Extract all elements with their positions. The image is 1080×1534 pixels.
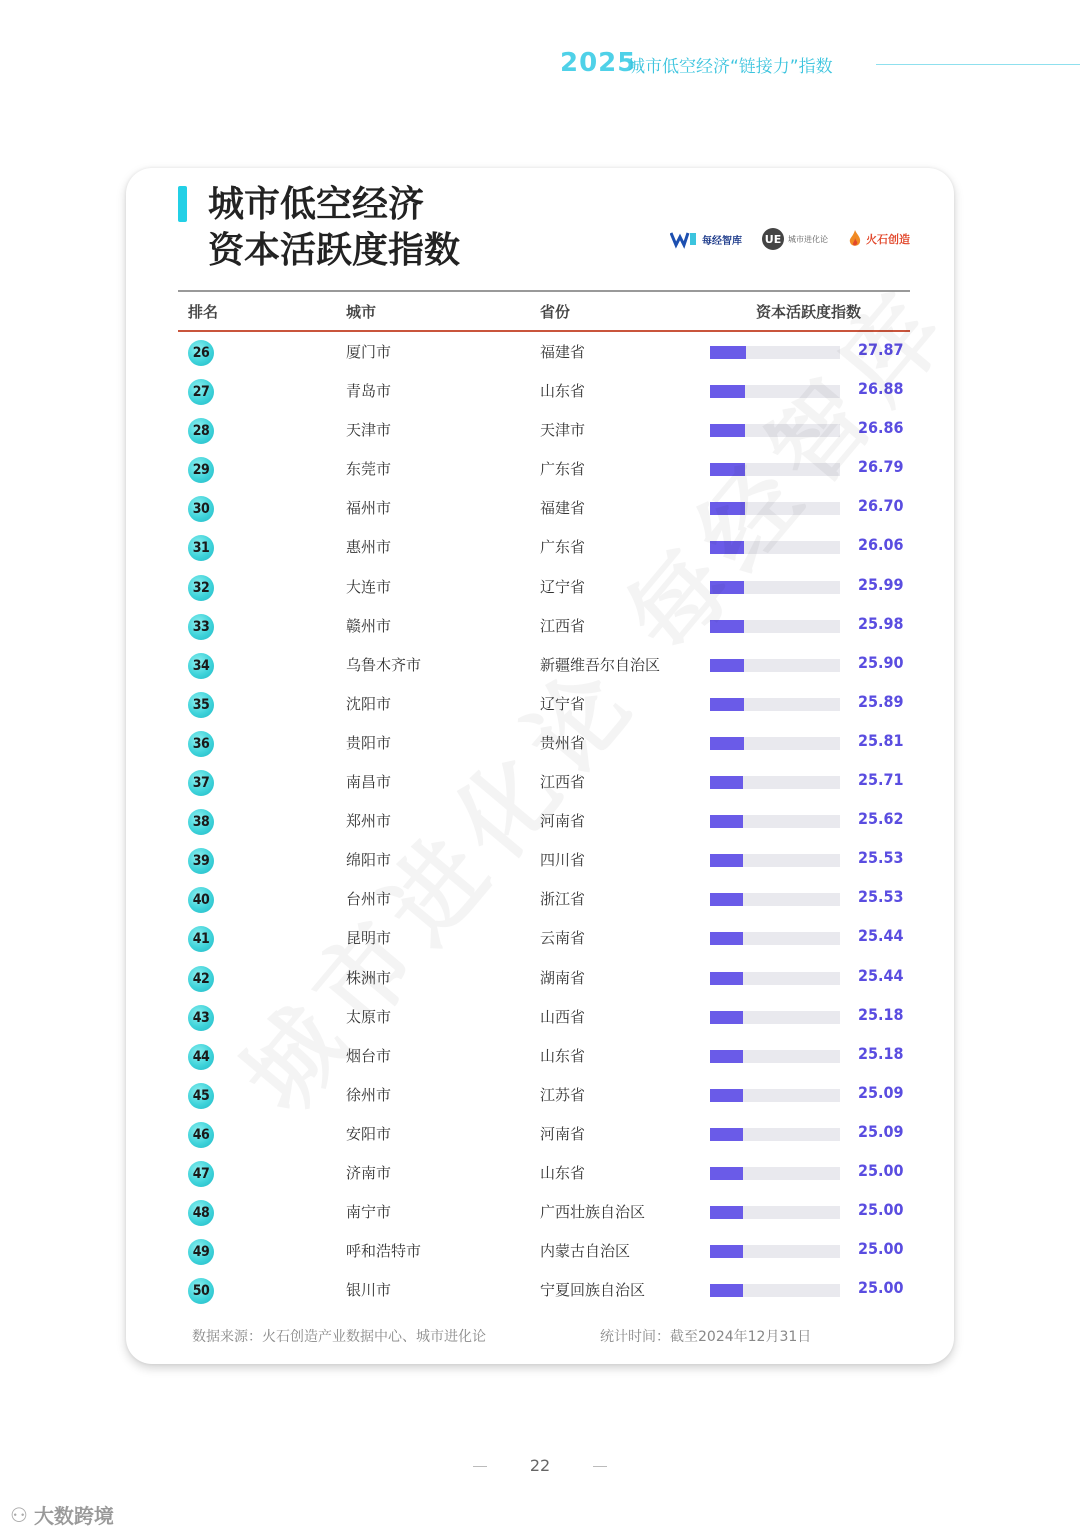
rank-badge: 44 [188, 1044, 214, 1070]
index-value: 25.09 [858, 1082, 904, 1102]
province-cell: 山东省 [540, 1046, 586, 1065]
index-bar-fill [710, 1089, 743, 1102]
header-province: 省份 [540, 303, 571, 321]
index-bar-track [710, 541, 840, 554]
city-cell: 银川市 [346, 1281, 392, 1300]
province-cell: 浙江省 [540, 890, 586, 909]
rank-badge: 46 [188, 1122, 214, 1148]
page-number: 22 [529, 1456, 551, 1475]
city-cell: 厦门市 [346, 343, 392, 361]
table-row [178, 527, 910, 566]
city-cell: 贵阳市 [346, 733, 392, 752]
index-value: 25.00 [858, 1239, 904, 1259]
province-cell: 内蒙古自治区 [540, 1242, 631, 1261]
index-value: 25.18 [858, 1004, 904, 1024]
index-bar-track [710, 385, 840, 398]
rank-badge: 26 [188, 340, 214, 366]
nbd-logo [670, 229, 742, 249]
index-value: 25.62 [858, 809, 904, 829]
rank-badge: 32 [188, 575, 214, 601]
index-bar-fill [710, 776, 743, 789]
header-rank: 排名 [188, 303, 219, 321]
index-bar-fill [710, 1050, 743, 1063]
ue-logo-icon: UE [762, 228, 784, 250]
table-row [178, 918, 910, 957]
city-cell: 台州市 [346, 890, 392, 909]
province-cell: 广西壮族自治区 [540, 1203, 646, 1222]
city-cell: 济南市 [346, 1163, 392, 1182]
index-bar-track [710, 1167, 840, 1180]
index-value: 25.89 [858, 691, 904, 711]
index-bar-fill [710, 1011, 743, 1024]
index-value: 25.99 [858, 574, 904, 594]
index-bar-track [710, 1128, 840, 1141]
province-cell: 四川省 [540, 851, 586, 870]
report-title: 城市低空经济“链接力”指数 [628, 57, 833, 77]
table-row [178, 997, 910, 1036]
index-value: 26.86 [858, 418, 904, 438]
city-cell: 南昌市 [346, 773, 392, 792]
index-bar-fill [710, 346, 746, 359]
index-value: 27.87 [858, 340, 904, 359]
city-cell: 安阳市 [346, 1124, 392, 1143]
province-cell: 新疆维吾尔自治区 [540, 655, 661, 674]
city-cell: 大连市 [346, 577, 392, 596]
index-value: 25.53 [858, 848, 904, 868]
report-year: 2025 [560, 48, 637, 78]
index-bar-track [710, 932, 840, 945]
index-bar-track [710, 581, 840, 594]
flame-logo-icon [848, 229, 862, 249]
province-cell: 广东省 [540, 460, 586, 479]
index-bar-track [710, 893, 840, 906]
table-row [178, 645, 910, 684]
index-bar-track [710, 1245, 840, 1258]
index-bar-fill [710, 502, 745, 515]
index-bar-fill [710, 620, 744, 633]
rank-badge: 28 [188, 418, 214, 444]
ue-logo [762, 228, 828, 250]
city-cell: 烟台市 [346, 1046, 392, 1065]
index-value: 26.70 [858, 496, 904, 516]
rank-badge: 27 [188, 379, 214, 405]
rank-badge: 30 [188, 496, 214, 522]
table-row [178, 1075, 910, 1114]
index-bar-track [710, 1284, 840, 1297]
ranking-table [178, 290, 910, 1309]
index-card [126, 168, 954, 1364]
city-cell: 株洲市 [346, 968, 392, 987]
city-cell: 呼和浩特市 [346, 1242, 422, 1261]
province-cell: 江西省 [540, 616, 586, 635]
index-bar-track [710, 1206, 840, 1219]
index-bar-fill [710, 463, 745, 476]
index-bar-track [710, 854, 840, 867]
province-cell: 江苏省 [540, 1085, 586, 1104]
city-cell: 徐州市 [346, 1085, 392, 1104]
flame-logo [848, 229, 910, 249]
title-accent-bar [178, 186, 187, 222]
index-value: 25.09 [858, 1121, 904, 1141]
header-divider [876, 64, 1080, 65]
index-value: 25.18 [858, 1043, 904, 1063]
rank-badge: 45 [188, 1083, 214, 1109]
table-row [178, 723, 910, 762]
index-value: 25.00 [858, 1200, 904, 1220]
table-row [178, 332, 910, 371]
index-bar-track [710, 815, 840, 828]
rank-badge: 31 [188, 535, 214, 561]
flame-logo-text: 火石创造 [866, 233, 910, 246]
brand-icon: ⚇ [10, 1502, 28, 1527]
index-bar-track [710, 620, 840, 633]
city-cell: 福州市 [346, 499, 392, 518]
table-row [178, 1192, 910, 1231]
table-row [178, 762, 910, 801]
index-bar-track [710, 346, 840, 359]
province-cell: 湖南省 [540, 968, 586, 987]
table-row [178, 410, 910, 449]
index-value: 25.44 [858, 926, 904, 946]
rank-badge: 38 [188, 809, 214, 835]
table-row [178, 840, 910, 879]
table-row [178, 684, 910, 723]
index-bar-fill [710, 1284, 743, 1297]
index-value: 25.00 [858, 1160, 904, 1180]
index-bar-track [710, 424, 840, 437]
province-cell: 贵州省 [540, 733, 586, 752]
city-cell: 乌鲁木齐市 [346, 655, 422, 674]
rank-badge: 35 [188, 692, 214, 718]
index-bar-track [710, 1050, 840, 1063]
rank-badge: 48 [188, 1200, 214, 1226]
table-row [178, 1036, 910, 1075]
province-cell: 山西省 [540, 1007, 586, 1026]
city-cell: 天津市 [346, 421, 392, 440]
city-cell: 赣州市 [346, 616, 392, 635]
table-row [178, 567, 910, 606]
table-row [178, 879, 910, 918]
city-cell: 太原市 [346, 1007, 392, 1026]
rank-badge: 37 [188, 770, 214, 796]
index-bar-fill [710, 659, 744, 672]
page-footer [0, 1456, 1080, 1475]
table-row [178, 449, 910, 488]
header-city: 城市 [346, 303, 377, 321]
data-source-note: 数据来源：火石创造产业数据中心、城市进化论 [192, 1329, 486, 1345]
province-cell: 福建省 [540, 499, 586, 518]
rank-badge: 47 [188, 1161, 214, 1187]
brand-watermark [10, 1500, 114, 1529]
table-row [178, 1270, 910, 1309]
city-cell: 沈阳市 [346, 694, 392, 713]
table-row [178, 371, 910, 410]
index-bar-track [710, 659, 840, 672]
index-bar-track [710, 737, 840, 750]
index-value: 26.88 [858, 379, 904, 399]
index-bar-track [710, 463, 840, 476]
province-cell: 山东省 [540, 382, 586, 401]
rank-badge: 34 [188, 653, 214, 679]
card-title [208, 182, 460, 274]
index-bar-fill [710, 932, 743, 945]
nbd-logo-icon [670, 229, 698, 249]
page-dash-right [593, 1466, 607, 1467]
rank-badge: 41 [188, 926, 214, 952]
nbd-logo-text: 每经智库 [702, 235, 742, 247]
city-cell: 绵阳市 [346, 851, 392, 870]
index-bar-fill [710, 737, 744, 750]
city-cell: 南宁市 [346, 1203, 392, 1222]
table-row [178, 1114, 910, 1153]
table-row [178, 958, 910, 997]
city-cell: 惠州市 [346, 538, 392, 557]
table-row [178, 488, 910, 527]
page-dash-left [473, 1466, 487, 1467]
brand-text: 大数跨境 [33, 1504, 114, 1528]
index-value: 25.71 [858, 770, 904, 790]
index-bar-track [710, 972, 840, 985]
index-bar-track [710, 698, 840, 711]
province-cell: 宁夏回族自治区 [540, 1281, 646, 1300]
index-bar-track [710, 776, 840, 789]
index-bar-fill [710, 972, 743, 985]
index-bar-fill [710, 698, 744, 711]
table-header [178, 290, 910, 332]
province-cell: 天津市 [540, 421, 586, 440]
index-bar-fill [710, 1128, 743, 1141]
province-cell: 河南省 [540, 812, 586, 831]
index-value: 26.06 [858, 535, 904, 555]
index-value: 25.00 [858, 1278, 904, 1298]
rank-badge: 36 [188, 731, 214, 757]
province-cell: 福建省 [540, 343, 586, 361]
ue-logo-text: 城市进化论 [788, 234, 828, 244]
table-row [178, 1153, 910, 1192]
index-bar-fill [710, 815, 743, 828]
city-cell: 青岛市 [346, 382, 392, 401]
table-row [178, 1231, 910, 1270]
province-cell: 辽宁省 [540, 694, 586, 713]
rank-badge: 29 [188, 457, 214, 483]
index-bar-fill [710, 581, 744, 594]
table-row [178, 606, 910, 645]
rank-badge: 39 [188, 848, 214, 874]
index-bar-track [710, 502, 840, 515]
rank-badge: 43 [188, 1005, 214, 1031]
card-title-line1: 城市低空经济 [208, 184, 425, 225]
table-row [178, 801, 910, 840]
index-bar-fill [710, 541, 744, 554]
index-value: 25.53 [858, 887, 904, 907]
index-bar-fill [710, 385, 745, 398]
index-value: 25.90 [858, 652, 904, 672]
card-title-line2: 资本活跃度指数 [208, 230, 461, 271]
index-value: 25.81 [858, 730, 904, 750]
city-cell: 东莞市 [346, 460, 392, 479]
rank-badge: 42 [188, 966, 214, 992]
header-index: 资本活跃度指数 [756, 303, 862, 321]
stat-time-note: 统计时间：截至2024年12月31日 [600, 1329, 812, 1345]
index-bar-fill [710, 1206, 743, 1219]
province-cell: 江西省 [540, 773, 586, 792]
partner-logos [670, 224, 910, 254]
province-cell: 河南省 [540, 1124, 586, 1143]
top-header [560, 48, 1080, 80]
index-bar-fill [710, 854, 743, 867]
index-bar-fill [710, 1245, 743, 1258]
index-bar-track [710, 1011, 840, 1024]
table-body [178, 332, 910, 1309]
rank-badge: 40 [188, 887, 214, 913]
province-cell: 广东省 [540, 538, 586, 557]
province-cell: 山东省 [540, 1163, 586, 1182]
rank-badge: 33 [188, 614, 214, 640]
index-bar-fill [710, 893, 743, 906]
index-value: 26.79 [858, 457, 904, 477]
index-bar-fill [710, 1167, 743, 1180]
rank-badge: 49 [188, 1239, 214, 1265]
province-cell: 辽宁省 [540, 577, 586, 596]
index-value: 25.98 [858, 613, 904, 633]
index-bar-track [710, 1089, 840, 1102]
rank-badge: 50 [188, 1278, 214, 1304]
city-cell: 郑州市 [346, 812, 392, 831]
index-bar-fill [710, 424, 745, 437]
index-value: 25.44 [858, 965, 904, 985]
province-cell: 云南省 [540, 929, 586, 948]
city-cell: 昆明市 [346, 929, 392, 948]
